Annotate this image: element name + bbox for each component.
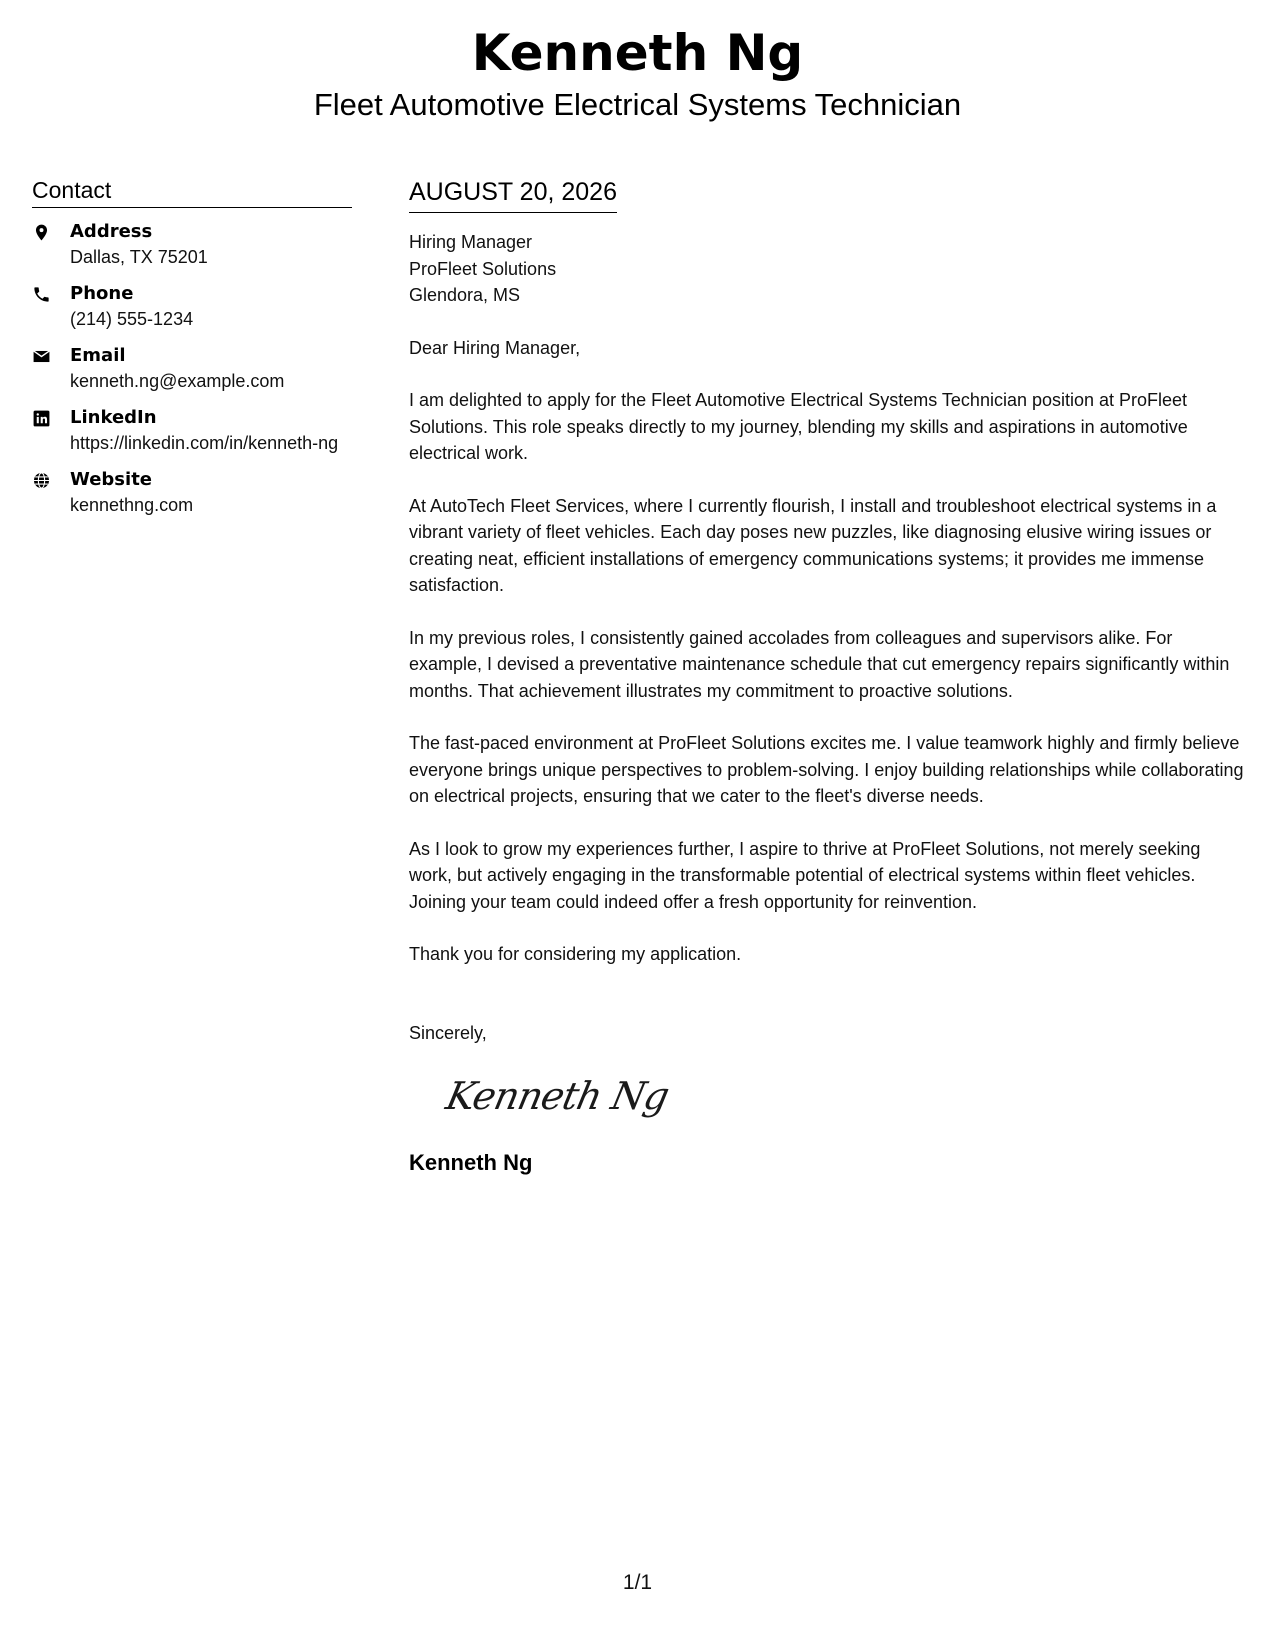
recipient-location: Glendora, MS bbox=[409, 285, 521, 305]
body-paragraph: Thank you for considering my application. bbox=[409, 944, 742, 964]
phone-icon bbox=[32, 282, 70, 306]
contact-label: Email bbox=[70, 345, 126, 366]
recipient-block bbox=[409, 229, 1244, 309]
contact-item-website bbox=[32, 468, 352, 518]
recipient-company: ProFleet Solutions bbox=[409, 258, 557, 279]
linkedin-value[interactable]: https://linkedin.com/in/kenneth-ng bbox=[70, 433, 339, 453]
closing: Sincerely, bbox=[409, 1022, 487, 1043]
contact-label: Address bbox=[70, 221, 153, 242]
body-paragraph: At AutoTech Fleet Services, where I currently flourish, I install and troubleshoot electrical systems in a vibrant variety of fleet vehicles. Each day poses new puzzles, like diagnosing elusive wiring issues or creating neat, efficient installations of emergency communications systems; it provides me immense satisfaction. bbox=[409, 495, 1217, 595]
job-title: Fleet Automotive Electrical Systems Technician bbox=[313, 87, 962, 122]
contact-heading: Contact bbox=[32, 175, 352, 208]
contact-sidebar bbox=[32, 175, 352, 530]
email-value[interactable]: kenneth.ng@example.com bbox=[70, 371, 285, 391]
contact-item-email bbox=[32, 344, 352, 394]
page-number: 1/1 bbox=[622, 1571, 653, 1594]
website-value[interactable]: kennethng.com bbox=[70, 495, 194, 515]
contact-item-phone bbox=[32, 282, 352, 332]
globe-icon bbox=[32, 468, 70, 492]
body-paragraph: As I look to grow my experiences further, I aspire to thrive at ProFleet Solutions, not merely seeking work, but actively engaging in the transformable potential of electrical systems within fleet vehicles. Joining your team could indeed offer a fresh opportunity for reinvention. bbox=[409, 838, 1201, 912]
linkedin-icon bbox=[32, 406, 70, 430]
body-paragraph: I am delighted to apply for the Fleet Automotive Electrical Systems Technician position at ProFleet Solutions. This role speaks directly to my journey, blending my skills and aspirations in automotive electrical work. bbox=[409, 390, 1188, 463]
envelope-icon bbox=[32, 344, 70, 368]
contact-label: LinkedIn bbox=[70, 407, 157, 428]
address-value: Dallas, TX 75201 bbox=[70, 247, 208, 267]
letter-date: AUGUST 20, 2026 bbox=[409, 175, 617, 213]
map-pin-icon bbox=[32, 220, 70, 244]
body-paragraph: The fast-paced environment at ProFleet Solutions excites me. I value teamwork highly and firmly believe everyone brings unique perspectives to problem-solving. I enjoy building relationships while collaborating on electrical projects, ensuring that we cater to the fleet's diverse needs. bbox=[409, 733, 1244, 806]
phone-value[interactable]: (214) 555-1234 bbox=[70, 309, 194, 329]
header bbox=[0, 18, 1275, 122]
signed-name: Kenneth Ng bbox=[409, 1150, 533, 1175]
contact-item-address bbox=[32, 220, 352, 270]
contact-item-linkedin bbox=[32, 406, 352, 456]
signature: Kenneth Ng bbox=[442, 1074, 673, 1118]
applicant-name: Kenneth Ng bbox=[471, 24, 804, 82]
body-paragraph: In my previous roles, I consistently gained accolades from colleagues and supervisors alike. For example, I devised a preventative maintenance schedule that cut emergency repairs significantly within months. That achievement illustrates my commitment to proactive solutions. bbox=[409, 627, 1230, 701]
recipient-name: Hiring Manager bbox=[409, 232, 533, 252]
letter-body bbox=[409, 175, 1244, 1178]
salutation: Dear Hiring Manager, bbox=[409, 337, 581, 358]
contact-label: Website bbox=[70, 469, 153, 490]
contact-label: Phone bbox=[70, 283, 134, 304]
